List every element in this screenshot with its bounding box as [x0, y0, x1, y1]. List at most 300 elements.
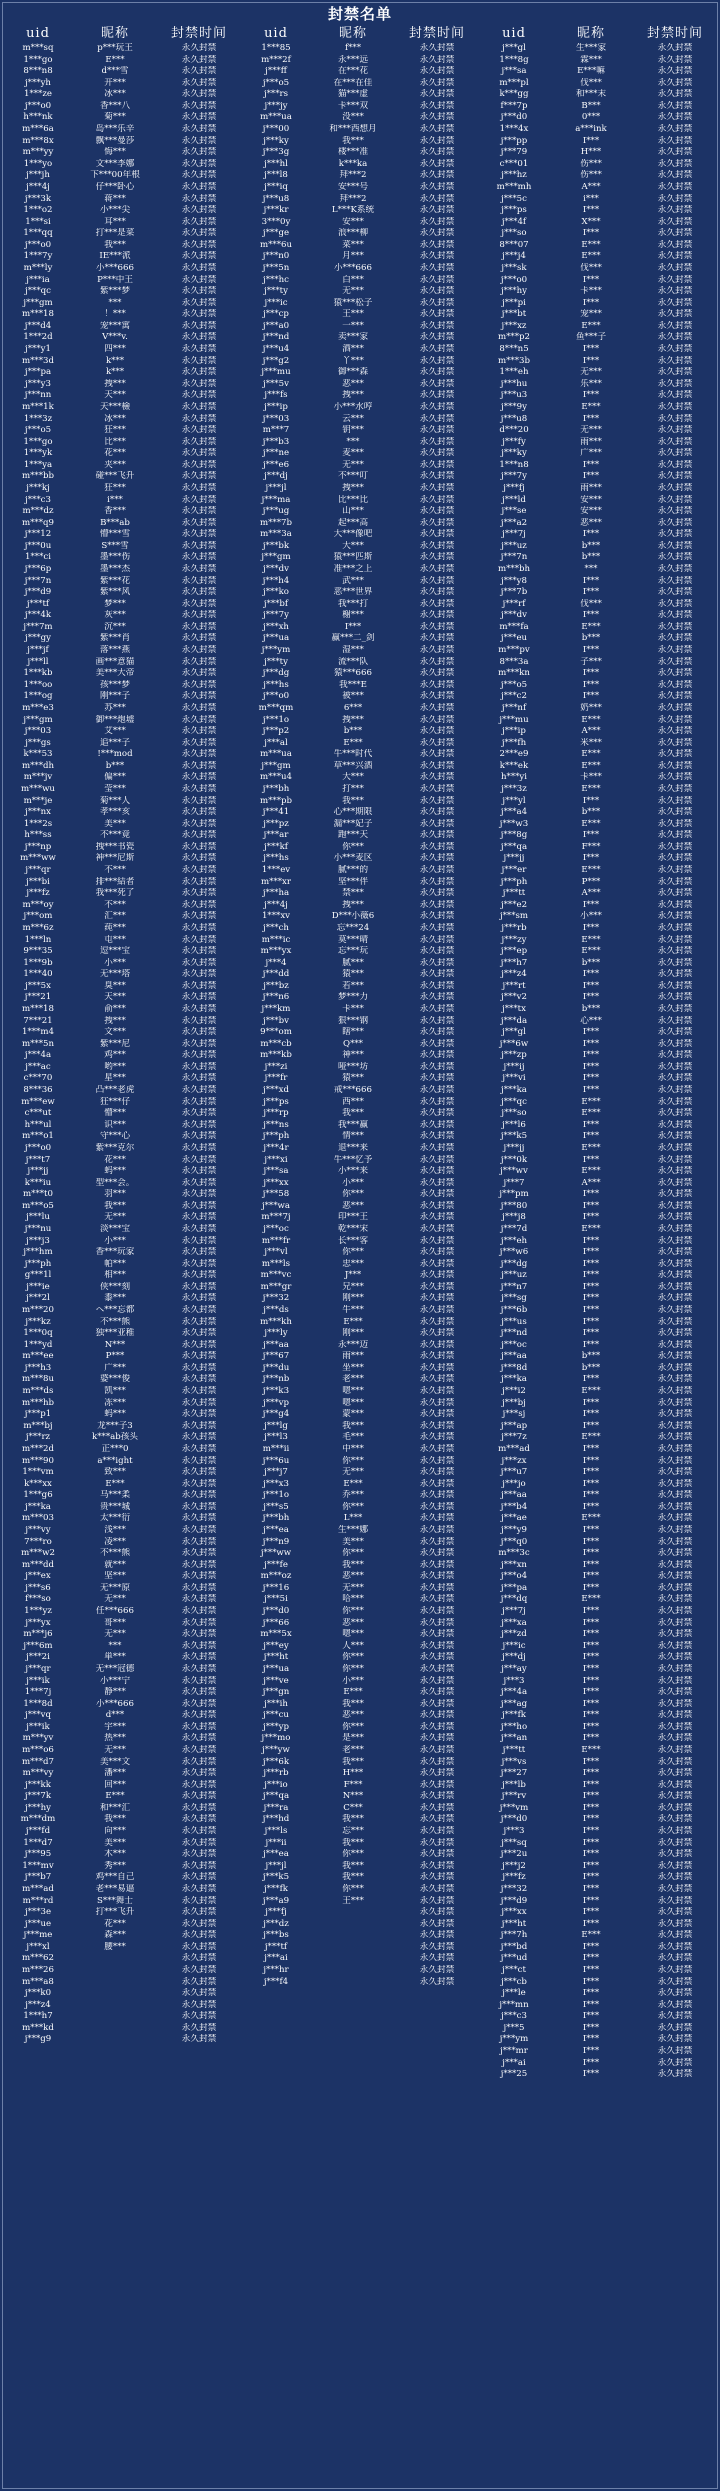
table-row — [3, 1757, 717, 1769]
ban-time-cell: 永久封禁 — [419, 633, 455, 644]
nickname-cell: ヘ***忘都 — [95, 1305, 135, 1316]
ban-entry — [3, 1768, 241, 1780]
ban-time-cell: 永久封禁 — [419, 274, 455, 285]
nickname-cell: *** — [108, 1640, 122, 1651]
nickname-cell: 无*** — [104, 1212, 126, 1223]
uid-cell: 1***yz — [24, 1606, 52, 1617]
uid-cell: j***ld — [502, 494, 526, 505]
nickname-cell: 拽*** — [104, 378, 126, 389]
nickname-cell: A*** — [581, 181, 601, 192]
ban-entry — [3, 1490, 241, 1502]
ban-entry — [3, 483, 241, 495]
nickname-cell: 臭*** — [104, 980, 126, 991]
nickname-cell: 你*** — [342, 1548, 364, 1559]
ban-entry — [241, 1942, 479, 1954]
ban-time-cell: 永久封禁 — [181, 668, 217, 679]
nickname-cell: 森*** — [104, 1930, 126, 1941]
ban-time-cell: 永久封禁 — [419, 830, 455, 841]
ban-time-cell: 永久封禁 — [181, 1594, 217, 1605]
ban-time-cell: 永久封禁 — [657, 436, 693, 447]
ban-entry — [3, 1479, 241, 1491]
ban-time-cell: 永久封禁 — [657, 1362, 693, 1373]
uid-cell: m***ua — [260, 749, 292, 760]
uid-cell: j***nn — [24, 390, 52, 401]
ban-entry — [3, 147, 241, 159]
ban-entry — [3, 657, 241, 669]
table-row — [3, 1432, 717, 1444]
ban-time-cell: 永久封禁 — [419, 899, 455, 910]
uid-cell: j***n9 — [262, 1536, 290, 1547]
ban-entry — [241, 112, 479, 124]
ban-time-cell: 永久封禁 — [419, 876, 455, 887]
ban-entry — [241, 1398, 479, 1410]
ban-time-cell: 永久封禁 — [657, 494, 693, 505]
ban-time-cell: 永久封禁 — [657, 1397, 693, 1408]
uid-cell: j***sm — [499, 911, 529, 922]
ban-time-cell: 永久封禁 — [419, 1154, 455, 1165]
ban-time-cell: 永久封禁 — [419, 656, 455, 667]
nickname-cell: 菊*** — [104, 112, 126, 123]
ban-time-cell: 永久封禁 — [657, 77, 693, 88]
nickname-cell: 紫***花 — [99, 575, 131, 586]
ban-entry — [241, 483, 479, 495]
uid-cell: j***mo — [261, 1733, 291, 1744]
ban-entry — [3, 309, 241, 321]
nickname-cell: b*** — [105, 760, 125, 771]
ban-entry — [479, 1004, 717, 1016]
ban-time-cell: 永久封禁 — [181, 760, 217, 771]
nickname-cell: 小***麦区 — [333, 853, 373, 864]
table-row — [3, 877, 717, 889]
ban-time-cell: 永久封禁 — [419, 911, 455, 922]
ban-time-cell: 永久封禁 — [657, 205, 693, 216]
ban-entry — [241, 1085, 479, 1097]
ban-entry — [479, 1155, 717, 1167]
uid-cell: j***qa — [500, 841, 528, 852]
ban-entry — [3, 807, 241, 819]
nickname-cell: I*** — [582, 2069, 600, 2080]
uid-cell: j***bh — [262, 1513, 290, 1524]
nickname-cell: I*** — [582, 413, 600, 424]
nickname-cell: 冰*** — [104, 413, 126, 424]
uid-cell: j***e2 — [500, 899, 528, 910]
nickname-cell: 伤*** — [580, 158, 602, 169]
ban-time-cell: 永久封禁 — [657, 714, 693, 725]
uid-cell: j***al — [264, 737, 288, 748]
uid-cell: j***pa — [500, 1582, 528, 1593]
uid-cell: j***4j — [26, 181, 50, 192]
ban-time-cell: 永久封禁 — [419, 1907, 455, 1918]
nickname-cell: 和***汇 — [99, 1802, 131, 1813]
table-row — [3, 1710, 717, 1722]
ban-time-cell: 永久封禁 — [181, 1316, 217, 1327]
uid-cell: j***5x — [25, 980, 51, 991]
ban-entry — [241, 1467, 479, 1479]
ban-time-cell: 永久封禁 — [419, 355, 455, 366]
table-row — [3, 1073, 717, 1085]
nickname-cell: N*** — [342, 1791, 364, 1802]
ban-entry — [3, 1247, 241, 1259]
nickname-cell: 小*** — [104, 957, 126, 968]
uid-cell: m***3a — [260, 529, 292, 540]
ban-time-cell: 永久封禁 — [181, 135, 217, 146]
ban-time-cell: 永久封禁 — [419, 228, 455, 239]
ban-entry — [3, 1838, 241, 1850]
ban-time-cell: 永久封禁 — [181, 1108, 217, 1119]
uid-cell: m***bj — [23, 1420, 53, 1431]
ban-entry — [479, 691, 717, 703]
ban-time-cell: 永久封禁 — [657, 610, 693, 621]
ban-entry — [3, 541, 241, 553]
uid-cell: m***kh — [260, 1316, 292, 1327]
table-row — [3, 251, 717, 263]
uid-cell: m***ee — [22, 1351, 54, 1362]
table-row — [3, 1930, 717, 1942]
uid-cell: j***27 — [500, 1768, 528, 1779]
ban-entry — [479, 842, 717, 854]
uid-cell: j***z4 — [501, 969, 527, 980]
uid-cell: m***yx — [260, 946, 292, 957]
uid-cell: j***7y — [501, 471, 527, 482]
ban-entry — [241, 1120, 479, 1132]
ban-entry — [3, 1699, 241, 1711]
table-row — [3, 136, 717, 148]
nickname-cell — [73, 2069, 157, 2081]
ban-entry — [3, 1583, 241, 1595]
nickname-cell: F*** — [581, 841, 601, 852]
ban-time-cell: 永久封禁 — [657, 158, 693, 169]
nickname-cell: 俞*** — [104, 1003, 126, 1014]
ban-entry — [479, 1525, 717, 1537]
ban-entry — [241, 414, 479, 426]
ban-time-cell: 永久封禁 — [181, 702, 217, 713]
ban-time-cell: 永久封禁 — [181, 1976, 217, 1987]
nickname-cell: Q*** — [343, 1038, 363, 1049]
uid-cell: j***ap — [500, 1420, 528, 1431]
table-row — [3, 1676, 717, 1688]
ban-entry — [241, 448, 479, 460]
ban-time-cell: 永久封禁 — [657, 1316, 693, 1327]
ban-entry — [3, 1872, 241, 1884]
ban-entry — [3, 437, 241, 449]
ban-entry — [479, 992, 717, 1004]
nickname-cell: 和***末 — [575, 89, 607, 100]
ban-entry — [479, 888, 717, 900]
nickname-cell: I*** — [582, 1038, 600, 1049]
nickname-cell: 无***塔 — [99, 969, 131, 980]
nickname-cell: 孝***亥 — [99, 807, 131, 818]
uid-cell: 7***21 — [23, 1015, 53, 1026]
ban-time-cell: 永久封禁 — [181, 841, 217, 852]
nickname-cell: 浅*** — [104, 1525, 126, 1535]
table-row — [3, 946, 717, 958]
ban-time-cell: 永久封禁 — [419, 1606, 455, 1617]
uid-cell: j***5 — [503, 2022, 525, 2033]
uid-cell: j***k5 — [500, 1131, 528, 1142]
nickname-cell: 印***王 — [337, 1212, 369, 1223]
ban-entry — [241, 1016, 479, 1028]
table-row — [3, 819, 717, 831]
ban-entry — [3, 1988, 241, 2000]
uid-cell: j***3z — [501, 784, 527, 794]
nickname-cell: I*** — [582, 1328, 600, 1339]
ban-time-cell: 永久封禁 — [657, 645, 693, 656]
ban-entry — [241, 969, 479, 981]
uid-cell: j***6p — [24, 564, 52, 575]
table-row — [3, 1733, 717, 1745]
ban-time-cell: 永久封禁 — [181, 888, 217, 899]
ban-entry — [479, 1872, 717, 1884]
uid-cell: j***du — [262, 1362, 290, 1373]
table-row — [3, 645, 717, 657]
ban-time-cell: 永久封禁 — [419, 645, 455, 656]
nickname-cell: 山*** — [342, 506, 364, 517]
ban-time-cell: 永久封禁 — [181, 1756, 217, 1767]
nickname-cell: 卡*** — [580, 286, 602, 297]
uid-cell: j***2l — [26, 1293, 50, 1304]
ban-entry — [479, 715, 717, 727]
ban-time-cell: 永久封禁 — [419, 1964, 455, 1975]
ban-entry — [479, 170, 717, 182]
ban-entry — [479, 529, 717, 541]
ban-entry — [479, 1120, 717, 1132]
uid-cell: j***ay — [501, 1663, 527, 1674]
nickname-cell: 花*** — [104, 1154, 126, 1165]
uid-cell: j***le — [502, 1988, 526, 1999]
ban-table-body — [3, 43, 717, 2081]
ban-time-cell: 永久封禁 — [657, 332, 693, 343]
ban-time-cell: 永久封禁 — [181, 1918, 217, 1929]
table-row — [3, 1374, 717, 1386]
ban-entry — [241, 1247, 479, 1259]
uid-cell: j***fs — [264, 390, 288, 401]
nickname-cell — [73, 2011, 157, 2023]
nickname-cell: I*** — [582, 529, 600, 540]
ban-time-cell: 永久封禁 — [181, 1548, 217, 1559]
nickname-cell: 静*** — [104, 1687, 126, 1698]
ban-time-cell: 永久封禁 — [419, 1455, 455, 1466]
ban-entry — [241, 761, 479, 773]
ban-entry — [479, 1432, 717, 1444]
uid-cell: j***4a — [24, 1050, 52, 1061]
uid-cell: j***7y — [263, 610, 289, 621]
uid-cell: j***jy — [264, 100, 288, 111]
nickname-cell: 紫***风 — [99, 587, 131, 598]
uid-cell: j***ps — [501, 205, 527, 216]
uid-header: uid — [26, 26, 50, 41]
nickname-cell — [73, 1953, 157, 1965]
table-row — [3, 1270, 717, 1282]
uid-cell: j***n7 — [500, 1281, 528, 1292]
ban-time-cell: 永久封禁 — [657, 251, 693, 262]
ban-entry — [241, 518, 479, 530]
ban-time-cell: 永久封禁 — [181, 714, 217, 725]
ban-time-cell: 永久封禁 — [657, 1409, 693, 1420]
nickname-cell: 秀*** — [104, 1860, 126, 1871]
ban-time-cell: 永久封禁 — [181, 228, 217, 239]
nickname-cell — [311, 2023, 395, 2035]
ban-entry — [241, 633, 479, 645]
nickname-cell: 在***花 — [337, 66, 369, 77]
ban-time-cell: 永久封禁 — [419, 436, 455, 447]
uid-cell: j***rb — [501, 922, 527, 933]
ban-entry — [3, 1953, 241, 1965]
nickname-cell: k***ka — [338, 158, 368, 169]
nickname-cell: *** — [108, 297, 122, 308]
ban-time-cell: 永久封禁 — [419, 100, 455, 111]
ban-time-cell: 永久封禁 — [657, 679, 693, 690]
uid-cell: j***sk — [501, 262, 527, 273]
uid-cell: j***k3 — [262, 1386, 290, 1397]
uid-cell: j***gy — [25, 633, 51, 644]
ban-entry — [3, 1930, 241, 1942]
table-row — [3, 194, 717, 206]
uid-cell: j***w6 — [499, 1247, 529, 1258]
nickname-cell: 恶*** — [342, 1200, 364, 1211]
ban-entry — [241, 1282, 479, 1294]
ban-entry — [479, 1398, 717, 1410]
ban-time-cell: 永久封禁 — [419, 1733, 455, 1744]
ban-time-cell: 永久封禁 — [419, 286, 455, 297]
uid-cell: m***yy — [22, 147, 54, 158]
uid-cell: j***h3 — [24, 1362, 52, 1373]
uid-cell: j***o4 — [500, 1571, 528, 1582]
nickname-cell: d*** — [105, 1710, 125, 1721]
ban-time-cell: 永久封禁 — [181, 54, 217, 65]
uid-cell: 1***8g — [499, 54, 529, 65]
ban-time-cell: 永久封禁 — [419, 1467, 455, 1478]
ban-time-cell: 永久封禁 — [657, 401, 693, 412]
ban-time-cell: 永久封禁 — [181, 251, 217, 262]
ban-time-cell: 永久封禁 — [181, 876, 217, 887]
ban-entry — [241, 1977, 479, 1989]
ban-entry — [3, 332, 241, 344]
ban-entry — [241, 78, 479, 90]
ban-entry — [241, 1212, 479, 1224]
nickname-cell: 比***比 — [337, 494, 369, 505]
uid-cell: m***1k — [22, 401, 54, 412]
ban-time-cell: 永久封禁 — [181, 448, 217, 459]
uid-cell: j***ai — [502, 2057, 526, 2068]
ban-time-cell: 永久封禁 — [657, 656, 693, 667]
ban-entry — [3, 1710, 241, 1722]
ban-time-cell: 永久封禁 — [419, 216, 455, 227]
uid-cell: c***ut — [24, 1108, 52, 1119]
uid-header: uid — [264, 26, 288, 41]
table-row — [3, 1907, 717, 1919]
ban-time-cell: 永久封禁 — [181, 1050, 217, 1061]
ban-entry — [241, 332, 479, 344]
nickname-cell: I*** — [582, 2046, 600, 2057]
ban-entry — [3, 1513, 241, 1525]
ban-time-cell: 永久封禁 — [181, 1652, 217, 1663]
nickname-cell: I*** — [582, 1849, 600, 1860]
nickname-cell: 香***八 — [99, 100, 131, 111]
ban-time-cell: 永久封禁 — [419, 980, 455, 991]
nickname-cell: 卡*** — [580, 772, 602, 783]
uid-cell: j***j3 — [26, 1235, 50, 1246]
uid-cell: j***km — [261, 1003, 291, 1014]
table-row — [3, 888, 717, 900]
nickname-cell: I*** — [582, 1339, 600, 1350]
uid-cell: j***vy — [25, 1525, 51, 1535]
uid-cell: j***58 — [262, 1189, 290, 1200]
nickname-cell: E*** — [581, 749, 601, 760]
table-row — [3, 471, 717, 483]
ban-time-cell: 永久封禁 — [657, 1467, 693, 1478]
uid-cell: j***t7 — [25, 1154, 51, 1165]
nickname-cell: 拽*** — [342, 482, 364, 493]
ban-time-cell: 永久封禁 — [419, 1050, 455, 1061]
uid-cell: j***p1 — [24, 1409, 52, 1420]
ban-entry — [479, 321, 717, 333]
ban-entry — [479, 958, 717, 970]
nickname-cell: I*** — [582, 2022, 600, 2033]
table-row — [3, 1328, 717, 1340]
uid-cell: j***ip — [264, 401, 288, 412]
uid-cell: j***dv — [263, 564, 289, 575]
ban-entry — [241, 981, 479, 993]
ban-time-cell: 永久封禁 — [419, 749, 455, 760]
nickname-cell: I*** — [582, 1883, 600, 1894]
ban-time-cell: 永久封禁 — [181, 575, 217, 586]
nickname-cell: 武*** — [342, 575, 364, 586]
ban-time-cell: 永久封禁 — [657, 564, 693, 575]
nickname-cell: I*** — [582, 1258, 600, 1269]
ban-time-cell: 永久封禁 — [657, 772, 693, 783]
uid-cell: j***fk — [502, 1710, 526, 1721]
ban-time-cell: 永久封禁 — [181, 1941, 217, 1952]
ban-time-cell: 永久封禁 — [419, 77, 455, 88]
ban-entry — [3, 1363, 241, 1375]
ban-entry — [241, 1421, 479, 1433]
ban-entry — [241, 1722, 479, 1734]
uid-cell: m***fr — [261, 1235, 291, 1246]
table-row — [3, 1548, 717, 1560]
ban-entry — [479, 749, 717, 761]
ban-time-cell: 永久封禁 — [181, 286, 217, 297]
uid-cell: j***ty — [264, 286, 288, 297]
uid-cell: j***ea — [263, 1849, 289, 1860]
nickname-cell: 霖*** — [580, 54, 602, 65]
uid-cell: j***b4 — [500, 1501, 528, 1512]
ban-time-cell: 永久封禁 — [657, 853, 693, 864]
nickname-cell: 香***玩家 — [95, 1247, 135, 1258]
uid-cell: j***ae — [501, 1513, 527, 1524]
ban-entry — [479, 1201, 717, 1213]
nickname-cell: 6*** — [343, 702, 363, 713]
nickname-cell: 飘***曼莎 — [95, 135, 135, 146]
nickname-cell: I*** — [582, 1559, 600, 1570]
uid-cell: 1***ya — [23, 459, 53, 470]
uid-cell: j***gm — [261, 552, 291, 563]
ban-entry — [3, 576, 241, 588]
ban-entry — [3, 1965, 241, 1977]
uid-cell: m***5x — [260, 1629, 292, 1640]
nickname-cell: 我*** — [342, 1756, 364, 1767]
ban-entry — [479, 1838, 717, 1850]
table-row — [3, 1120, 717, 1132]
ban-time-cell: 永久封禁 — [657, 1027, 693, 1038]
ban-entry — [479, 1236, 717, 1248]
ban-time-cell: 永久封禁 — [181, 1582, 217, 1593]
ban-entry — [3, 471, 241, 483]
nickname-cell — [73, 1965, 157, 1977]
uid-cell: j***y9 — [501, 1525, 527, 1535]
nickname-cell: 忠*** — [342, 1258, 364, 1269]
ban-entry — [479, 1050, 717, 1062]
uid-cell: j***ii — [265, 1837, 287, 1848]
